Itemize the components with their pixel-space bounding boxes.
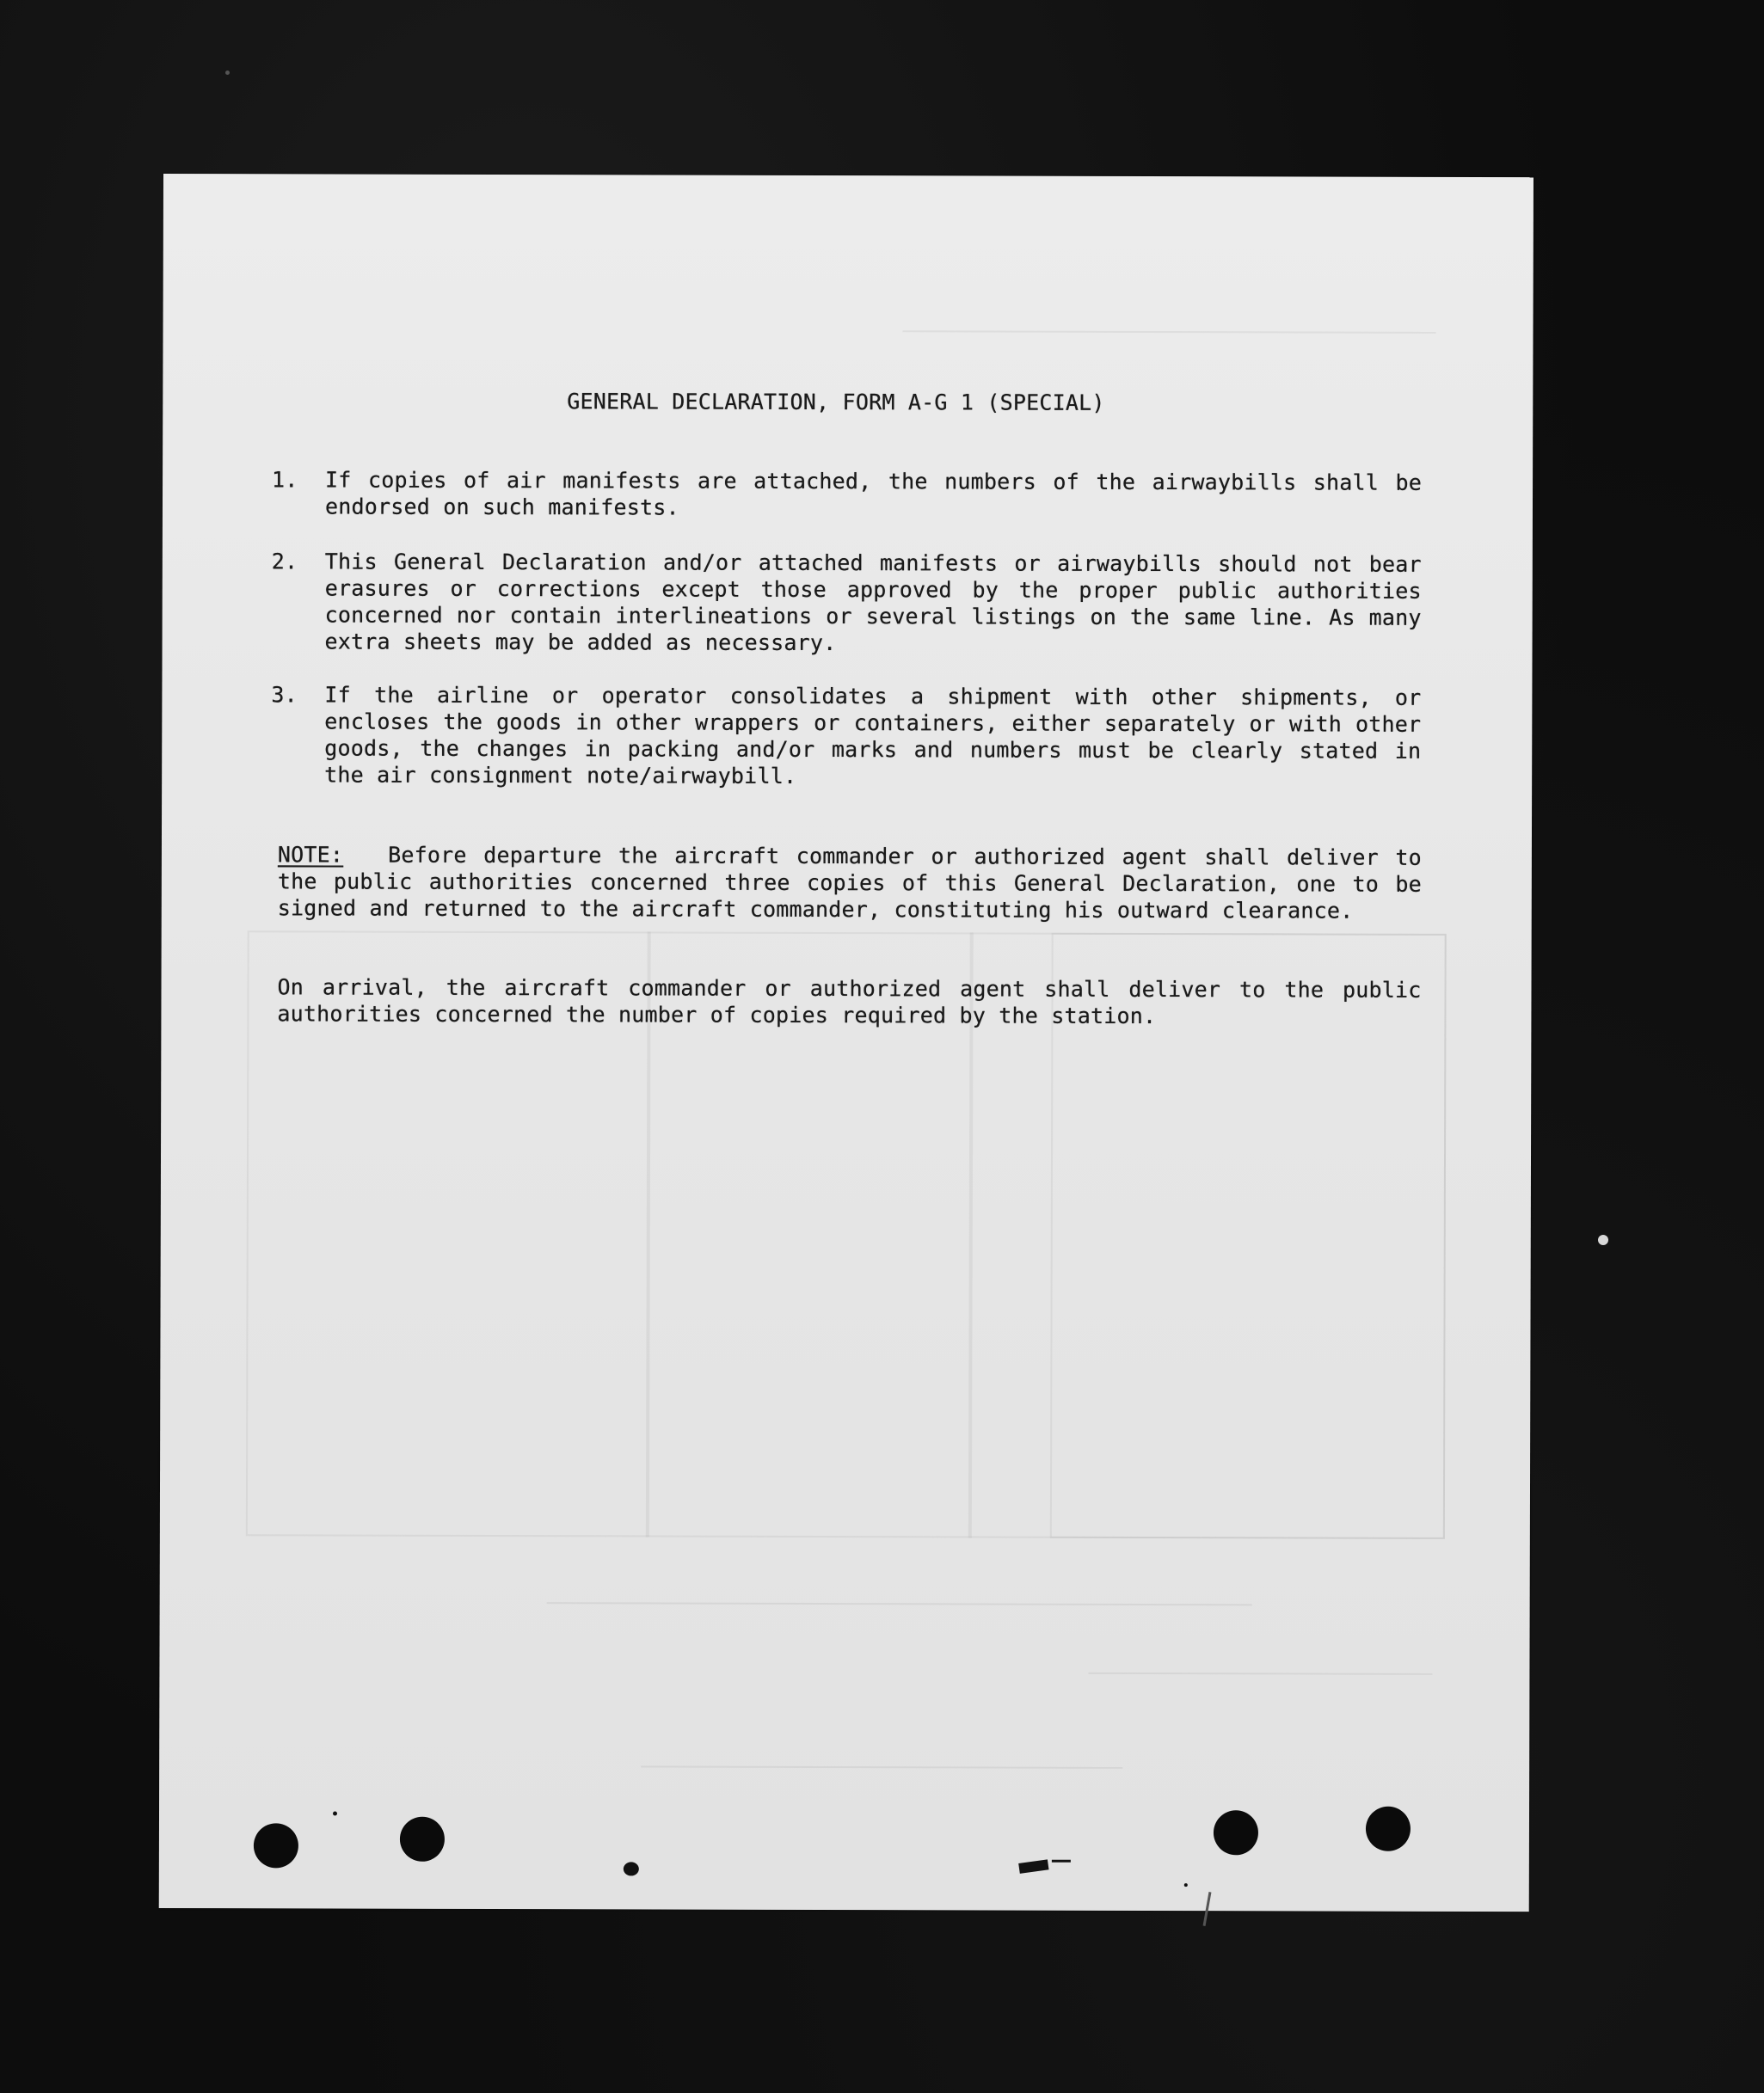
ink-speck [1184,1883,1188,1887]
item-text: If the airline or operator consolidates a shipment with other shipments, or encloses the goods in other wrappers or containers, either separately or with other goods, the changes in packing and/or marks and numbers must be clearly stated in the air consignment note/airwaybill. [324,682,1422,789]
document-paper [159,174,1534,1912]
item-text: If copies of air manifests are attached, the numbers of the airwaybills shall be endorsed on such manifests. [324,467,1423,520]
item-number: 3. [271,682,298,708]
arrival-paragraph: On arrival, the aircraft commander or authorized agent shall deliver to the public authorities concerned the number of copies required by the station. [277,974,1422,1029]
bleed-through-line [547,1602,1252,1605]
note-paragraph [278,841,1422,924]
note-text: Before departure the aircraft commander or authorized agent shall deliver to the public authorities concerned three copies of this General Declaration, one to be signed and returned to the aircraft commander, constituting his outward clearance. [277,842,1422,924]
item-number: 1. [272,467,298,493]
ink-speck [333,1812,337,1816]
punch-hole [1366,1807,1411,1851]
instruction-item [271,681,1422,789]
ink-speck [624,1862,639,1875]
ink-mark [1018,1859,1048,1874]
punch-hole [1214,1810,1258,1855]
bleed-through-line [1088,1673,1432,1675]
form-title: GENERAL DECLARATION, FORM A-G 1 (SPECIAL) [567,389,1105,415]
instruction-item [272,466,1423,520]
punch-hole [254,1823,298,1868]
ink-mark [1052,1860,1071,1863]
border-speck [1598,1235,1608,1245]
bleed-through-line [903,330,1436,334]
border-speck [225,71,230,75]
note-label: NOTE: [277,842,344,868]
bleed-through-line [641,1765,1122,1768]
instruction-item [271,548,1422,656]
item-text: This General Declaration and/or attached manifests or airwaybills should not bear erasures or corrections except those approved by the proper public authorities concerned nor contain interlineations or several listings on the same line. As many extra sheets may be added as necessary. [324,549,1422,656]
item-number: 2. [271,549,298,574]
punch-hole [400,1817,445,1862]
